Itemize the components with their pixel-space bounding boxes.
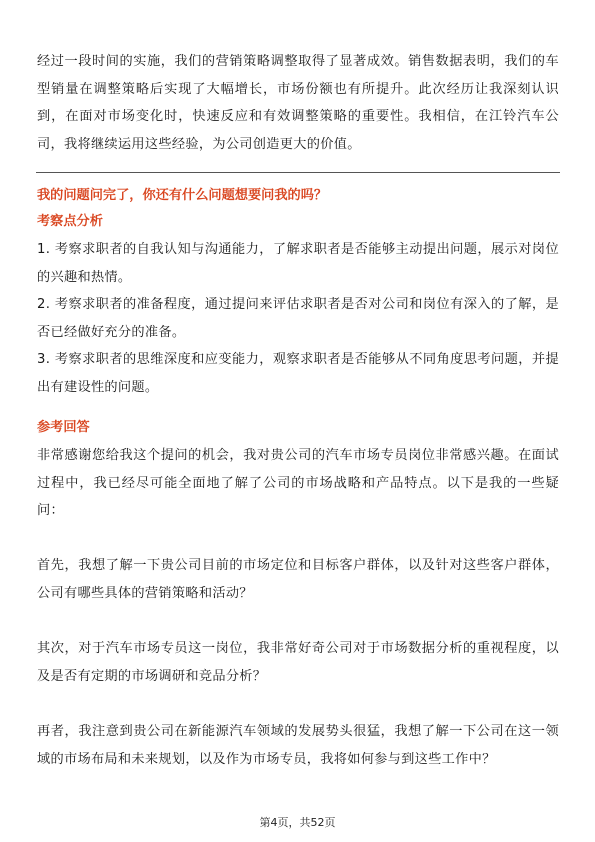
analysis-list [37, 236, 559, 402]
answer-heading: 参考回答 [37, 420, 90, 435]
analysis-item-2: 2. 考察求职者的准备程度，通过提问来评估求职者是否对公司和岗位有深入的了解，是否已经做好充分的准备。 [37, 297, 559, 340]
answer-third-question: 再者，我注意到贵公司在新能源汽车领域的发展势头很猛，我想了解一下公司在这一领域的市场布局和未来规划，以及作为市场专员，我将如何参与到这些工作中？ [37, 723, 559, 767]
analysis-item-1: 1. 考察求职者的自我认知与沟通能力，了解求职者是否能够主动提出问题，展示对岗位的兴趣和热情。 [37, 242, 559, 285]
analysis-item-3: 3. 考察求职者的思维深度和应变能力，观察求职者是否能够从不同角度思考问题，并提出有建设性的问题。 [37, 352, 559, 395]
analysis-heading: 考察点分析 [37, 214, 103, 229]
answer-opening: 非常感谢您给我这个提问的机会，我对贵公司的汽车市场专员岗位非常感兴趣。在面试过程中，我已经尽可能全面地了解了公司的市场战略和产品特点。以下是我的一些疑问： [37, 448, 559, 519]
answer-section [37, 442, 559, 773]
paragraph-spacer [37, 525, 559, 553]
paragraph-spacer [37, 608, 559, 636]
answer-first-question: 首先，我想了解一下贵公司目前的市场定位和目标客户群体，以及针对这些客户群体，公司有哪些具体的营销策略和活动？ [37, 558, 559, 601]
answer-second-question: 其次，对于汽车市场专员这一岗位，我非常好奇公司对于市场数据分析的重视程度，以及是否有定期的市场调研和竞品分析？ [37, 641, 559, 684]
page-number: 第4页，共52页 [259, 816, 336, 829]
section-divider [36, 172, 560, 173]
intro-paragraph: 经过一段时间的实施，我们的营销策略调整取得了显著成效。销售数据表明，我们的车型销量在调整策略后实现了大幅增长，市场份额也有所提升。此次经历让我深刻认识到，在面对市场变化时，快速反应和有效调整策略的重要性。我相信，在江铃汽车公司，我将继续运用这些经验，为公司创造更大的价值。 [37, 54, 559, 152]
interview-question: 我的问题问完了，你还有什么问题想要问我的吗？ [37, 188, 328, 203]
paragraph-spacer [37, 690, 559, 718]
intro-section [37, 48, 559, 158]
